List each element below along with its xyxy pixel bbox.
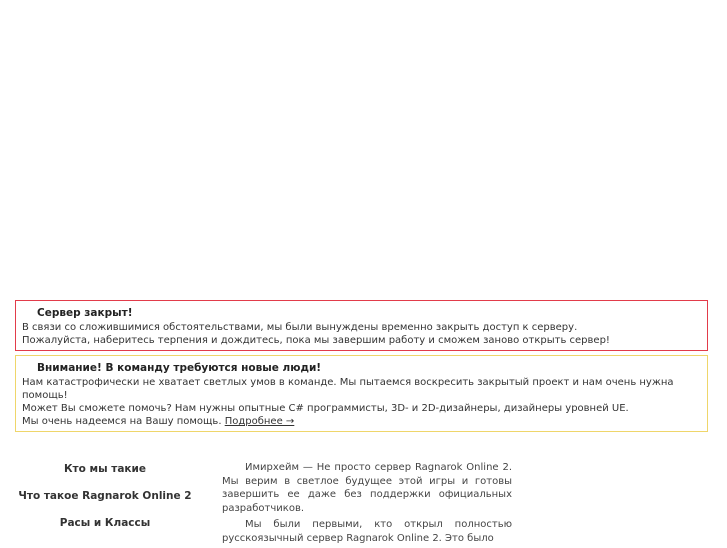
sidebar-nav xyxy=(15,461,195,542)
server-closed-line-2: Пожалуйста, наберитесь терпения и дождитесь, пока мы завершим работу и сможем заново открыть сервер! xyxy=(22,335,610,346)
content-paragraph-1: Имирхейм — Не просто сервер Ragnarok Online 2. Мы верим в светлое будущее этой игры и готовы завершить ее даже без поддержки официальных разработчиков. xyxy=(222,462,512,514)
recruitment-line-4 xyxy=(22,415,701,428)
nav-item-races-classes[interactable]: Расы и Классы xyxy=(59,517,151,529)
main-content xyxy=(222,461,512,548)
recruitment-line-4-text: Мы очень надеемся на Вашу помощь. xyxy=(22,416,222,427)
server-closed-title: Сервер закрыт! xyxy=(37,307,133,319)
more-link[interactable]: Подробнее → xyxy=(224,416,295,427)
recruitment-title: Внимание! В команду требуются новые люди! xyxy=(37,362,322,374)
recruitment-line-3: Может Вы сможете помочь? Нам нужны опытные C# программисты, 3D- и 2D-дизайнеры, дизайнеры уровней UE. xyxy=(22,403,629,414)
recruitment-line-1: Нам катастрофически не хватает светлых умов в команде. Мы пытаемся воскресить закрытый проект и нам очень нужна xyxy=(22,377,674,388)
recruitment-notice xyxy=(15,355,708,432)
nav-item-what-is-ro2[interactable]: Что такое Ragnarok Online 2 xyxy=(18,490,192,502)
nav-item-who-we-are[interactable]: Кто мы такие xyxy=(63,463,147,475)
server-closed-notice xyxy=(15,300,708,351)
content-paragraph-2: Мы были первыми, кто открыл полностью русскоязычный сервер Ragnarok Online 2. Это было xyxy=(222,519,512,544)
server-closed-line-1: В связи со сложившимися обстоятельствами, мы были вынуждены временно закрыть доступ к серверу. xyxy=(22,322,578,333)
recruitment-line-2: помощь! xyxy=(22,390,68,401)
